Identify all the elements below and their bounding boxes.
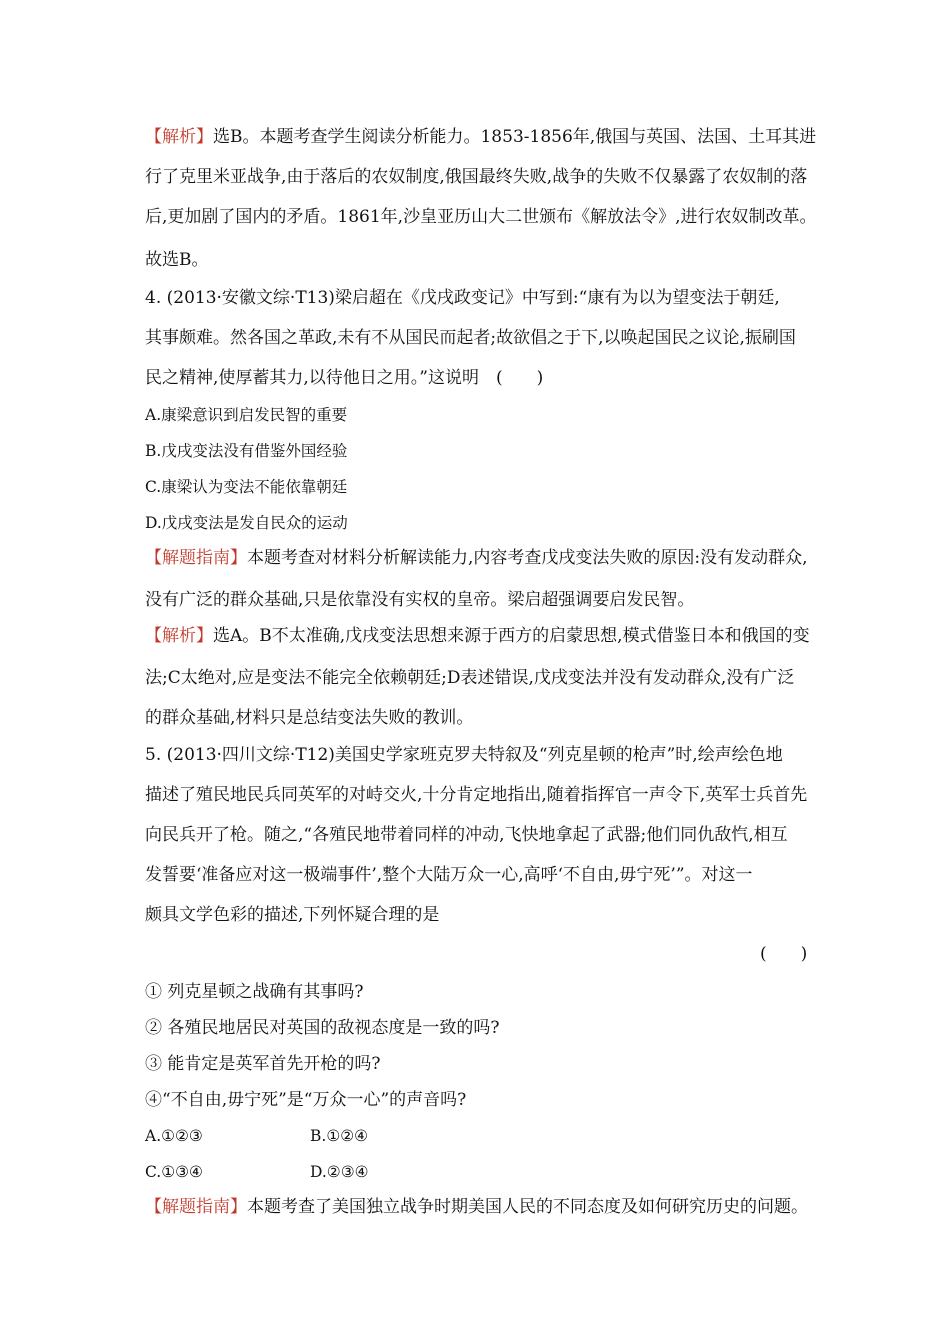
q5-option-c: C.①③④ bbox=[145, 1163, 203, 1181]
q4-stem-line-1: 4. (2013·安徽文综·T13)梁启超在《戊戌政变记》中写到:“康有为以为望变法于朝廷, bbox=[145, 288, 780, 308]
q4-option-d: D.戊戌变法是发自民众的运动 bbox=[145, 514, 348, 532]
q5-option-d: D.②③④ bbox=[310, 1163, 369, 1181]
q4-stem-line-2: 其事颇难。然各国之革政,未有不从国民而起者;故欲倡之于下,以唤起国民之议论,振刷国 bbox=[145, 328, 796, 348]
q3-analysis-line-1: 【解析】选B。本题考查学生阅读分析能力。1853-1856年,俄国与英国、法国、土耳其进 bbox=[145, 127, 817, 147]
q3-analysis-line-2: 行了克里米亚战争,由于落后的农奴制度,俄国最终失败,战争的失败不仅暴露了农奴制的落 bbox=[145, 167, 808, 187]
q3-analysis-line-3: 后,更加剧了国内的矛盾。1861年,沙皇亚历山大二世颁布《解放法令》,进行农奴制改革。 bbox=[145, 207, 817, 227]
analysis-tag: 【解析】 bbox=[145, 127, 213, 147]
q4-guide-line-1: 【解题指南】本题考查对材料分析解读能力,内容考查戊戌变法失败的原因:没有发动群众, bbox=[145, 548, 808, 568]
q5-stem-line-2: 描述了殖民地民兵同英军的对峙交火,十分肯定地指出,随着指挥官一声令下,英军士兵首先 bbox=[145, 785, 808, 805]
analysis-tag: 【解析】 bbox=[145, 626, 213, 646]
q3-analysis-line-4: 故选B。 bbox=[145, 250, 209, 270]
guide-tag: 【解题指南】 bbox=[145, 548, 247, 568]
q5-option-a: A.①②③ bbox=[145, 1127, 203, 1145]
q4-analysis-line-1: 【解析】选A。B不太准确,戊戌变法思想来源于西方的启蒙思想,模式借鉴日本和俄国的变 bbox=[145, 626, 810, 646]
q4-option-b: B.戊戌变法没有借鉴外国经验 bbox=[145, 442, 348, 460]
guide-tag: 【解题指南】 bbox=[145, 1197, 247, 1217]
q5-option-b: B.①②④ bbox=[310, 1127, 369, 1145]
q4-option-c: C.康梁认为变法不能依靠朝廷 bbox=[145, 478, 348, 496]
q4-guide-line-2: 没有广泛的群众基础,只是依靠没有实权的皇帝。梁启超强调要启发民智。 bbox=[145, 590, 695, 610]
q4-analysis-line-3: 的群众基础,材料只是总结变法失败的教训。 bbox=[145, 708, 474, 728]
q5-answer-bracket: ( ) bbox=[760, 944, 808, 964]
q5-stem-line-1: 5. (2013·四川文综·T12)美国史学家班克罗夫特叙及“列克星顿的枪声”时,绘声绘色地 bbox=[145, 745, 783, 765]
q5-item-2: ② 各殖民地居民对英国的敌视态度是一致的吗? bbox=[145, 1018, 500, 1038]
q4-stem-line-3: 民之精神,使厚蓄其力,以待他日之用。”这说明 ( ) bbox=[145, 368, 544, 388]
q5-guide-line-1: 【解题指南】本题考查了美国独立战争时期美国人民的不同态度及如何研究历史的问题。 bbox=[145, 1197, 808, 1217]
q5-item-4: ④“不自由,毋宁死”是“万众一心”的声音吗? bbox=[145, 1090, 467, 1110]
q5-item-3: ③ 能肯定是英军首先开枪的吗? bbox=[145, 1054, 381, 1074]
q5-stem-line-5: 颇具文学色彩的描述,下列怀疑合理的是 bbox=[145, 905, 440, 925]
q4-option-a: A.康梁意识到启发民智的重要 bbox=[145, 406, 348, 424]
q5-item-1: ① 列克星顿之战确有其事吗? bbox=[145, 982, 364, 1002]
q5-stem-line-4: 发誓要‘准备应对这一极端事件’,整个大陆万众一心,高呼‘不自由,毋宁死’”。对这一 bbox=[145, 865, 753, 885]
q4-analysis-line-2: 法;C太绝对,应是变法不能完全依赖朝廷;D表述错误,戊戌变法并没有发动群众,没有广泛 bbox=[145, 668, 795, 688]
q5-stem-line-3: 向民兵开了枪。随之,“各殖民地带着同样的冲动,飞快地拿起了武器;他们同仇敌忾,相互 bbox=[145, 825, 788, 845]
